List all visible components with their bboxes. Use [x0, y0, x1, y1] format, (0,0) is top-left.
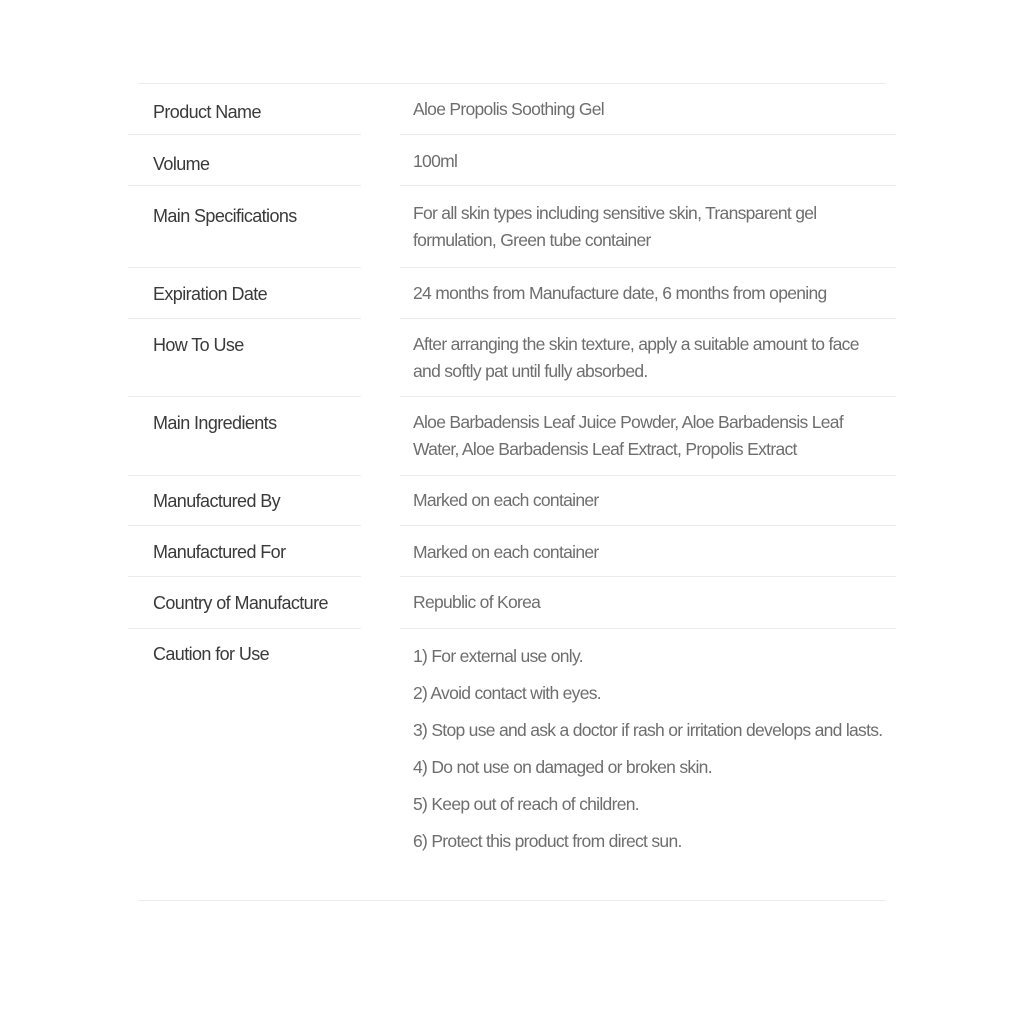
caution-item: 1) For external use only.	[413, 646, 583, 666]
value-product-name: Aloe Propolis Soothing Gel	[413, 99, 604, 119]
label-manufactured-by: Manufactured By	[153, 491, 281, 511]
row-divider	[400, 396, 896, 397]
label-caution-for-use: Caution for Use	[153, 644, 270, 664]
label-main-specifications: Main Specifications	[153, 206, 297, 226]
value-manufactured-by: Marked on each container	[413, 490, 599, 510]
value-main-specifications: For all skin types including sensitive skin, Transparent gel formulation, Green tube container	[413, 203, 817, 250]
row-divider	[400, 134, 896, 135]
value-how-to-use: After arranging the skin texture, apply a suitable amount to face and softly pat until fully absorbed.	[413, 334, 859, 381]
label-country-of-manufacture: Country of Manufacture	[153, 593, 328, 613]
row-divider	[128, 396, 361, 397]
label-expiration-date: Expiration Date	[153, 284, 268, 304]
row-divider	[400, 576, 896, 577]
row-divider	[400, 628, 896, 629]
value-manufactured-for: Marked on each container	[413, 542, 599, 562]
row-divider	[128, 576, 361, 577]
row-divider	[128, 134, 361, 135]
caution-item: 6) Protect this product from direct sun.	[413, 831, 682, 851]
caution-item: 4) Do not use on damaged or broken skin.	[413, 757, 712, 777]
row-divider	[400, 185, 896, 186]
row-divider	[400, 525, 896, 526]
row-divider	[400, 267, 896, 268]
table-bottom-rule	[138, 900, 886, 901]
row-divider	[128, 475, 361, 476]
label-volume: Volume	[153, 154, 210, 174]
caution-list	[413, 641, 883, 856]
value-caution-for-use	[413, 641, 883, 863]
row-divider	[400, 318, 896, 319]
caution-item: 3) Stop use and ask a doctor if rash or irritation develops and lasts.	[413, 720, 883, 740]
row-divider	[128, 318, 361, 319]
caution-item: 5) Keep out of reach of children.	[413, 794, 639, 814]
label-main-ingredients: Main Ingredients	[153, 413, 277, 433]
row-divider	[128, 628, 361, 629]
table-top-rule	[138, 83, 886, 84]
row-divider	[128, 525, 361, 526]
row-divider	[400, 475, 896, 476]
label-manufactured-for: Manufactured For	[153, 542, 286, 562]
value-expiration-date: 24 months from Manufacture date, 6 months from opening	[413, 283, 827, 303]
value-main-ingredients: Aloe Barbadensis Leaf Juice Powder, Aloe Barbadensis Leaf Water, Aloe Barbadensis Leaf Extract, Propolis Extract	[413, 412, 843, 459]
row-divider	[128, 267, 361, 268]
value-country-of-manufacture: Republic of Korea	[413, 592, 541, 612]
label-how-to-use: How To Use	[153, 335, 244, 355]
value-volume: 100ml	[413, 151, 458, 171]
label-product-name: Product Name	[153, 102, 261, 122]
row-divider	[128, 185, 361, 186]
caution-item: 2) Avoid contact with eyes.	[413, 683, 601, 703]
